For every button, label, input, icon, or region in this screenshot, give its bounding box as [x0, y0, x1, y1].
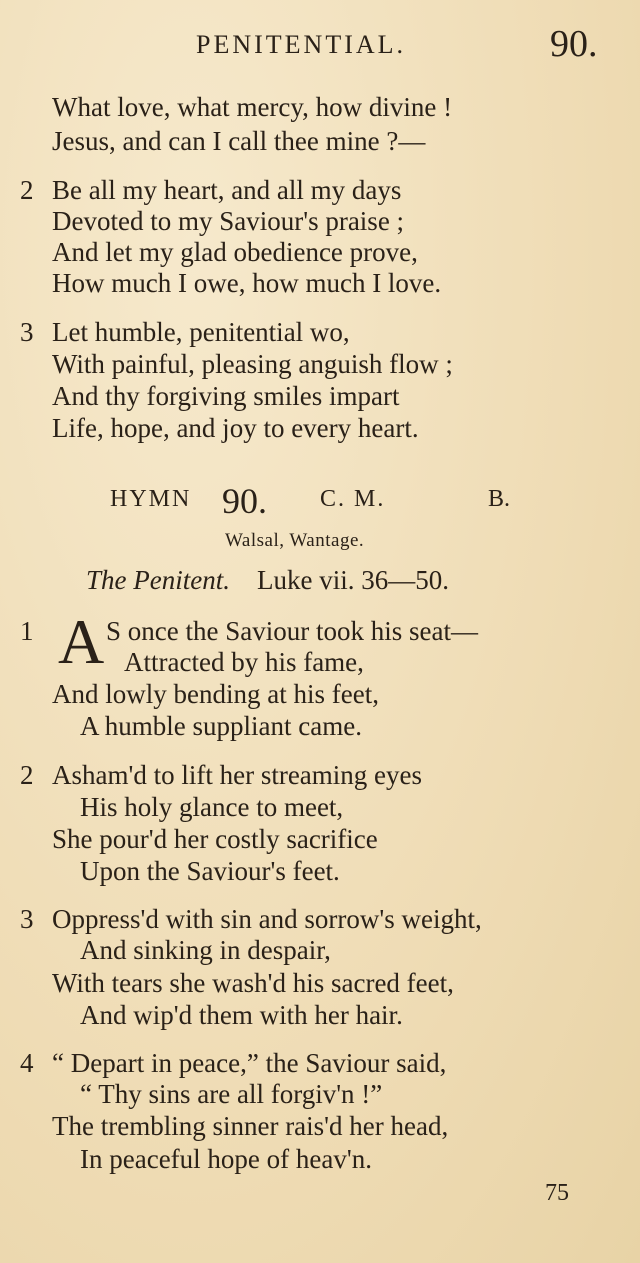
- signature-mark: 75: [545, 1180, 569, 1206]
- scripture-reference: Luke vii. 36—50.: [256, 565, 449, 595]
- verse-line: In peaceful hope of heav'n.: [80, 1144, 372, 1174]
- stanza-number: 2: [20, 175, 34, 205]
- stanza-number: 3: [20, 317, 34, 347]
- verse-line: Devoted to my Saviour's praise ;: [52, 206, 405, 236]
- running-title: PENITENTIAL.: [196, 30, 407, 59]
- verse-line: Asham'd to lift her streaming eyes: [52, 760, 423, 790]
- verse-line: “ Thy sins are all forgiv'n !”: [80, 1079, 383, 1109]
- verse-line: What love, what mercy, how divine !: [52, 92, 453, 122]
- verse-line: Jesus, and can I call thee mine ?—: [52, 126, 426, 156]
- verse-line: S once the Saviour took his seat—: [106, 616, 478, 646]
- verse-line: And sinking in despair,: [80, 935, 331, 965]
- verse-line: With tears she wash'd his sacred feet,: [52, 968, 454, 998]
- verse-line: Be all my heart, and all my days: [52, 175, 402, 205]
- verse-line: And thy forgiving smiles impart: [52, 381, 400, 411]
- verse-line: And wip'd them with her hair.: [80, 1000, 403, 1030]
- verse-line: Let humble, penitential wo,: [52, 317, 350, 347]
- stanza-number: 1: [20, 616, 34, 646]
- drop-cap: A: [58, 606, 105, 677]
- tune-names: Walsal, Wantage.: [225, 530, 365, 551]
- hymn-number: 90.: [222, 481, 267, 521]
- verse-line: Oppress'd with sin and sorrow's weight,: [52, 904, 482, 934]
- page-header: [0, 22, 640, 72]
- verse-line: She pour'd her costly sacrifice: [52, 824, 378, 854]
- verse-line: Life, hope, and joy to every heart.: [52, 413, 419, 443]
- hymn-subtitle-title: The Penitent.: [86, 565, 230, 595]
- hymn-label: HYMN: [110, 486, 192, 512]
- verse-line: Upon the Saviour's feet.: [80, 856, 340, 886]
- verse-line: His holy glance to meet,: [80, 792, 344, 822]
- verse-line: How much I owe, how much I love.: [52, 268, 442, 298]
- verse-line: Attracted by his fame,: [124, 647, 364, 677]
- verse-line: With painful, pleasing anguish flow ;: [52, 349, 453, 379]
- stanza-number: 2: [20, 760, 34, 790]
- verse-line: A humble suppliant came.: [80, 711, 362, 741]
- stanza-number: 3: [20, 904, 34, 934]
- hymn-heading: [0, 480, 640, 520]
- verse-line: And let my glad obedience prove,: [52, 237, 418, 267]
- verse-line: And lowly bending at his feet,: [52, 679, 379, 709]
- verse-line: “ Depart in peace,” the Saviour said,: [52, 1048, 447, 1078]
- stanza-number: 4: [20, 1048, 34, 1078]
- hymn-subtitle: [86, 565, 449, 596]
- page-number: 90.: [550, 23, 598, 65]
- verse-line: The trembling sinner rais'd her head,: [52, 1111, 449, 1141]
- hymn-meter: C. M.: [320, 486, 386, 512]
- hymn-source-mark: B.: [488, 486, 511, 512]
